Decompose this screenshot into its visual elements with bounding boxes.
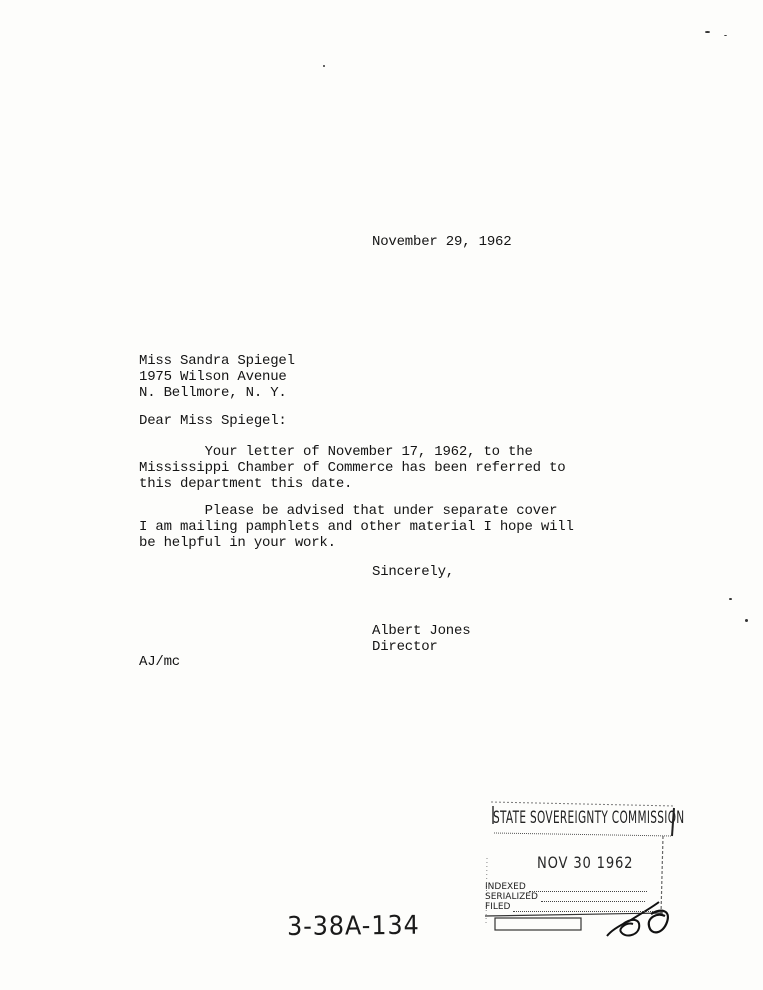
scan-speck	[724, 35, 727, 36]
received-stamp	[481, 796, 685, 938]
closing: Sincerely,	[372, 564, 455, 580]
paragraph-line: Please be advised that under separate cover	[139, 503, 558, 519]
recipient-name: Miss Sandra Spiegel	[139, 353, 295, 369]
paragraph-line: Mississippi Chamber of Commerce has been referred to	[139, 460, 566, 476]
stamp-dotted-line	[541, 893, 645, 902]
scan-speck	[323, 65, 325, 67]
recipient-street: 1975 Wilson Avenue	[139, 369, 287, 385]
body-paragraph-2	[139, 503, 574, 551]
recipient-address	[139, 353, 295, 401]
typist-initials: AJ/mc	[139, 654, 181, 670]
body-paragraph-1	[139, 444, 565, 492]
stamp-field-label: INDEXED	[485, 882, 526, 892]
letter-date: November 29, 1962	[372, 234, 512, 250]
paragraph-line: I am mailing pamphlets and other material I hope will	[139, 519, 574, 535]
stamp-field-serialized	[485, 892, 645, 902]
handwritten-file-number: 3-38A-134	[286, 910, 420, 942]
stamp-field-label: SERIALIZED	[485, 892, 538, 902]
scan-speck	[705, 31, 710, 33]
stamp-dotted-line	[529, 883, 647, 892]
signer-title: Director	[372, 639, 438, 655]
salutation: Dear Miss Spiegel:	[139, 413, 287, 429]
stamp-date: NOV 30 1962	[537, 853, 634, 872]
stamp-field-filed	[485, 902, 653, 912]
paragraph-line: be helpful in your work.	[139, 535, 336, 551]
paragraph-line: Your letter of November 17, 1962, to the	[139, 444, 533, 460]
paragraph-line: this department this date.	[139, 476, 353, 492]
scan-speck	[745, 619, 748, 622]
signature-block	[372, 623, 470, 655]
scan-speck	[729, 598, 732, 600]
stamp-dotted-line	[513, 903, 653, 912]
stamp-title: STATE SOVEREIGNTY COMMISSION	[493, 808, 685, 828]
stamp-field-indexed	[485, 882, 647, 892]
signer-name: Albert Jones	[372, 623, 471, 639]
recipient-city: N. Bellmore, N. Y.	[139, 385, 287, 401]
stamp-field-label: FILED	[485, 902, 511, 912]
